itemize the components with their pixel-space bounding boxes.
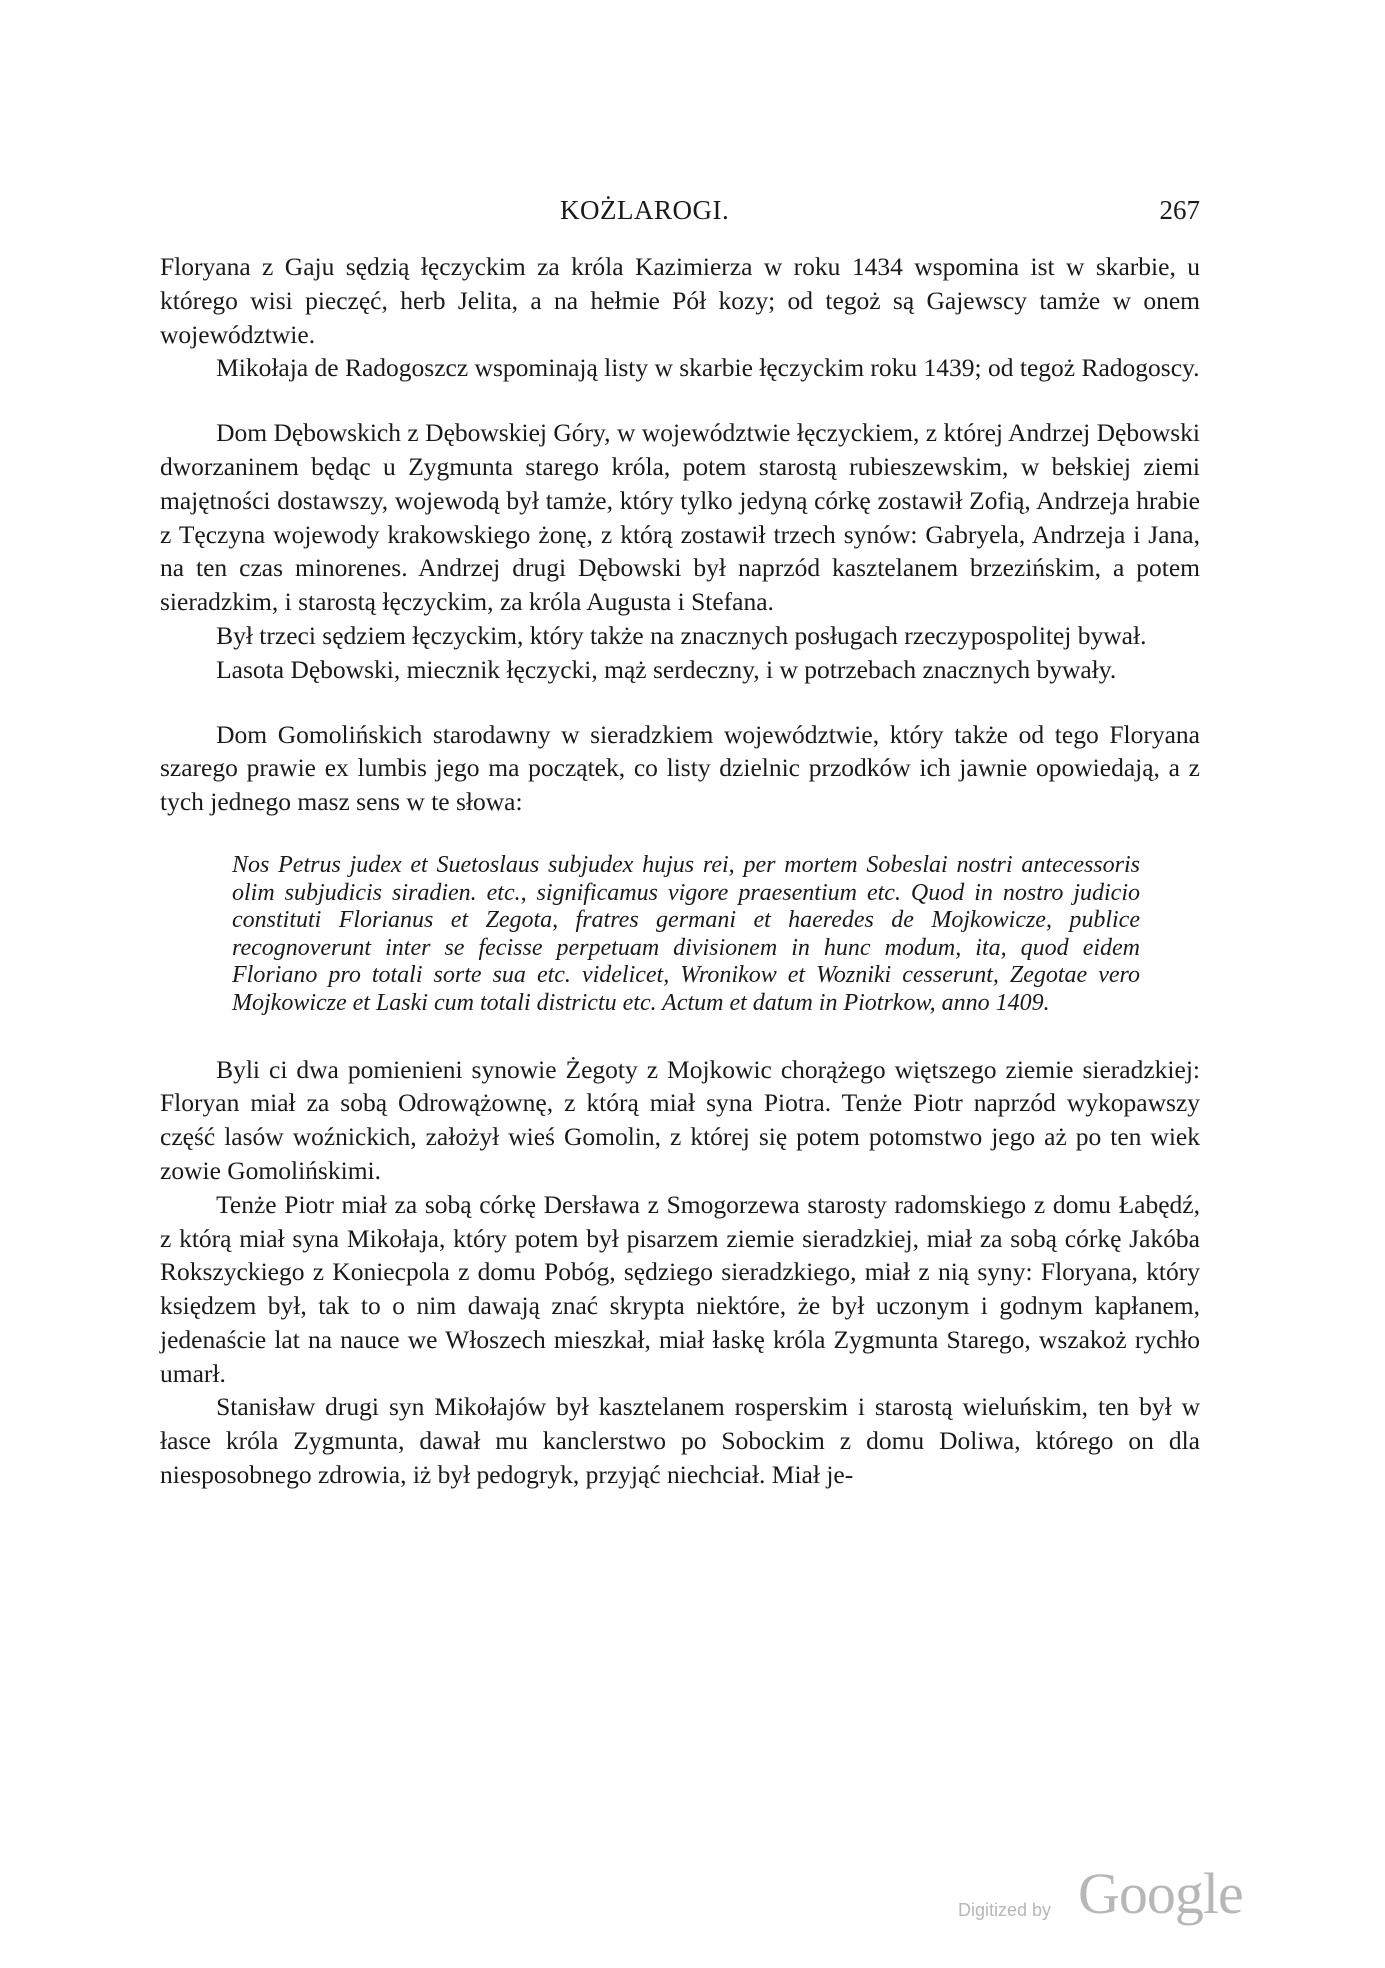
page-header [160,195,1200,235]
paragraph-mikolaja: Mikołaja de Radogoszcz wspominają listy w skarbie łęczyckim roku 1439; od tegoż Radogoscy. [216,353,1200,383]
digitized-by-label: Digitized by [958,1900,1052,1920]
google-logo: Google [1078,1861,1243,1926]
paragraph-byl-trzeci: Był trzeci sędziem łęczyckim, który także na znacznych posługach rzeczypospolitej bywał. [216,620,1147,650]
running-title: KOŻLAROGI. [560,195,730,225]
paragraph-floryana: Floryana z Gaju sędzią łęczyckim za króla Kazimierza w roku 1434 wspomina ist w skarbie, u którego wisi pieczęć, herb Jelita, a na hełmie Pół kozy; od tegoż są Gajewscy tamże w onem województwie. [160,252,1200,349]
paragraph-dom-debowskich: Dom Dębowskich z Dębowskiej Góry, w województwie łęczyckiem, z której Andrzej Dębowski dworzaninem będąc u Zygmunta starego króla, potem starostą rubieszewskim, w bełskiej ziemi majętności dostawszy, wojewodą był tamże, który tylko jedyną córkę zostawił Zofią, Andrzeja hrabie z Tęczyna wojewody krakowskiego żonę, z którą zostawił trzech synów: Gabryela, Andrzeja i Jana, na ten czas minorenes. Andrzej drugi Dębowski był naprzód kasztelanem brzezińskim, a potem sieradzkim, i starostą łęczyckim, za króla Augusta i Stefana. [160,418,1200,617]
latin-quotation: Nos Petrus judex et Suetoslaus subjudex hujus rei, per mortem Sobeslai nostri antecessoris olim subjudicis siradien. etc., significamus vigore praesentium etc. Quod in nostro judicio constituti Florianus et Zegota, fratres germani et haeredes de Mojkowicze, publice recognoverunt inter se fecisse perpetuam divisionem in hunc modum, ita, quod eidem Floriano pro totali sorte sua etc. videlicet, Wronikow et Wozniki cesserunt, Zegotae vero Mojkowicze et Laski cum totali districtu etc. Actum et datum in Piotrkow, anno 1409. [232,851,1140,1016]
paragraph-stanislaw: Stanisław drugi syn Mikołajów był kasztelanem rosperskim i starostą wieluńskim, ten był w łasce króla Zygmunta, dawał mu kanclerstwo po Sobockim z domu Doliwa, którego on dla niesposobnego zdrowia, iż był pedogryk, przyjąć niechciał. Miał je- [160,1392,1200,1490]
page-number: 267 [1159,195,1200,225]
paragraph-dom-gomolinskich: Dom Gomolińskich starodawny w sieradzkiem województwie, który także od tego Floryana szarego prawie ex lumbis jego ma początek, co listy dzielnic przodków ich jawnie opowiedają, a z tych jednego masz sens w te słowa: [160,719,1200,817]
paragraph-lasota: Lasota Dębowski, miecznik łęczycki, mąż serdeczny, i w potrzebach znacznych bywały. [216,654,1117,684]
body-text [160,250,1200,1492]
paragraph-byli-ci-dwa: Byli ci dwa pomienieni synowie Żegoty z Mojkowic chorążego więtszego ziemie sieradzkiej: Floryan miał za sobą Odrowążownę, z którą miał syna Piotra. Tenże Piotr naprzód wykopawszy część lasów woźnickich, założył wieś Gomolin, z której się potem potomstwo jego aż po ten wiek zowie Gomolińskimi. [160,1054,1200,1185]
google-watermark [958,1860,1258,1930]
paragraph-tenze-piotr: Tenże Piotr miał za sobą córkę Dersława z Smogorzewa starosty radomskiego z domu Łabędź, z którą miał syna Mikołaja, który potem był pisarzem ziemie sieradzkiej, miał za sobą córkę Jakóba Rokszyckiego z Koniecpola z domu Pobóg, sędziego sieradzkiego, miał z nią syny: Floryana, który księdzem był, tak to o nim dawają znać skrypta niektóre, że był uczonym i godnym kapłanem, jedenaście lat na nauce we Włoszech mieszkał, miał łaskę króla Zygmunta Starego, wszakoż rychło umarł. [160,1189,1200,1388]
